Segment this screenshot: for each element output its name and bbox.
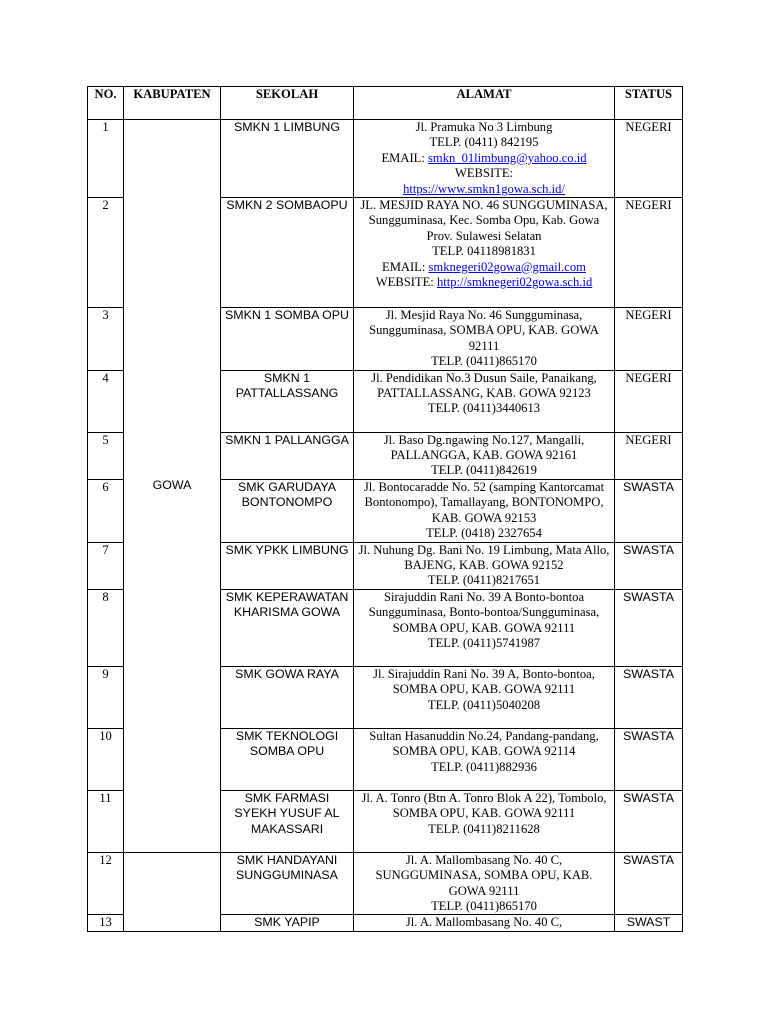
website-label: WEBSITE:	[375, 275, 437, 290]
phone-text: TELP. (0411)882936	[431, 759, 537, 774]
kabupaten-name: GOWA	[152, 478, 192, 493]
email-line	[356, 260, 612, 275]
address-text: JL. MESJID RAYA NO. 46 SUNGGUMINASA, Sungguminasa, Kec. Somba Opu, Kab. Gowa Prov. Sulawesi Selatan	[360, 198, 608, 243]
school-address	[354, 915, 615, 931]
school-name: SMKN 1 PALLANGGA	[221, 432, 354, 479]
address-text: Jl. A. Mallombasang No. 40 C, SUNGGUMINASA, SOMBA OPU, KAB. GOWA 92111	[375, 852, 593, 898]
school-status: NEGERI	[615, 432, 683, 479]
phone-text: TELP. (0411)8211628	[428, 821, 540, 836]
address-text: Jl. A. Tonro (Btn A. Tonro Blok A 22), Tombolo, SOMBA OPU, KAB. GOWA 92111	[361, 790, 607, 821]
email-label: EMAIL:	[382, 259, 429, 274]
school-address	[354, 370, 615, 432]
phone-text: TELP. (0411)865170	[431, 354, 537, 369]
table-header-row	[88, 87, 683, 120]
school-name: SMKN 1 LIMBUNG	[221, 120, 354, 198]
row-no: 13	[88, 915, 124, 931]
phone-text: TELP. (0411)8217651	[427, 573, 541, 588]
website-line	[356, 275, 612, 290]
row-no: 1	[88, 120, 124, 198]
school-address	[354, 308, 615, 371]
school-status: SWASTA	[615, 790, 683, 852]
address-text: Jl. Sirajuddin Rani No. 39 A, Bonto-bontoa, SOMBA OPU, KAB. GOWA 92111	[373, 666, 595, 697]
header-status: STATUS	[615, 87, 683, 120]
school-status: SWASTA	[615, 666, 683, 728]
email-link[interactable]: smknegeri02gowa@gmail.com	[428, 259, 586, 274]
row-no: 11	[88, 790, 124, 852]
header-kabupaten: KABUPATEN	[124, 87, 221, 120]
row-no: 8	[88, 589, 124, 666]
school-status: SWAST	[615, 915, 683, 931]
header-sekolah: SEKOLAH	[221, 87, 354, 120]
school-status: SWASTA	[615, 589, 683, 666]
school-name: SMKN 2 SOMBAOPU	[221, 198, 354, 308]
website-link[interactable]: https://www.smkn1gowa.sch.id/	[403, 181, 565, 196]
email-line	[356, 151, 612, 166]
school-status: NEGERI	[615, 370, 683, 432]
school-name: SMKN 1 SOMBA OPU	[221, 308, 354, 371]
school-address	[354, 479, 615, 542]
school-status: NEGERI	[615, 120, 683, 198]
row-no: 12	[88, 852, 124, 915]
school-status: SWASTA	[615, 479, 683, 542]
address-text: Jl. A. Mallombasang No. 40 C,	[405, 915, 563, 930]
row-no: 10	[88, 728, 124, 790]
school-address	[354, 666, 615, 728]
address-text: Jl. Bontocaradde No. 52 (samping Kantorcamat Bontonompo), Tamallayang, BONTONOMPO, KAB. GOWA 92153	[363, 479, 605, 525]
kabupaten-cell-empty	[124, 852, 221, 931]
row-no: 9	[88, 666, 124, 728]
school-name: SMK FARMASI SYEKH YUSUF AL MAKASSARI	[221, 790, 354, 852]
address-text: Sultan Hasanuddin No.24, Pandang-pandang, SOMBA OPU, KAB. GOWA 92114	[369, 728, 599, 759]
school-address	[354, 852, 615, 915]
row-no: 6	[88, 479, 124, 542]
phone-text: TELP. (0411)5040208	[427, 697, 541, 712]
school-name: SMK KEPERAWATAN KHARISMA GOWA	[221, 589, 354, 666]
school-status: SWASTA	[615, 542, 683, 589]
phone-text: TELP. (0411)865170	[431, 898, 537, 913]
phone-text: TELP. (0411)842619	[431, 463, 537, 478]
school-address	[354, 589, 615, 666]
website-label: WEBSITE:	[454, 166, 514, 181]
school-name: SMK YPKK LIMBUNG	[221, 542, 354, 589]
address-text: Jl. Pramuka No 3 Limbung	[415, 120, 553, 134]
table-row	[88, 120, 683, 198]
school-name: SMK GOWA RAYA	[221, 666, 354, 728]
school-table	[87, 86, 683, 932]
school-status: NEGERI	[615, 198, 683, 308]
row-no: 4	[88, 370, 124, 432]
website-link[interactable]: http://smknegeri02gowa.sch.id	[436, 275, 593, 290]
school-name: SMK YAPIP	[221, 915, 354, 931]
address-text: Jl. Mesjid Raya No. 46 Sungguminasa, Sungguminasa, SOMBA OPU, KAB. GOWA 92111	[369, 308, 599, 353]
school-address	[354, 728, 615, 790]
school-name: SMK HANDAYANI SUNGGUMINASA	[221, 852, 354, 915]
school-address	[354, 120, 615, 198]
header-alamat: ALAMAT	[354, 87, 615, 120]
school-name: SMK GARUDAYA BONTONOMPO	[221, 479, 354, 542]
school-status: SWASTA	[615, 728, 683, 790]
address-text: Jl. Pendidikan No.3 Dusun Saile, Panaikang, PATTALLASSANG, KAB. GOWA 92123	[371, 370, 597, 401]
kabupaten-cell	[124, 120, 221, 853]
row-no: 3	[88, 308, 124, 371]
row-no: 7	[88, 542, 124, 589]
row-no: 2	[88, 198, 124, 308]
address-text: Jl. Baso Dg.ngawing No.127, Mangalli, PALLANGGA, KAB. GOWA 92161	[383, 432, 585, 463]
school-status: NEGERI	[615, 308, 683, 371]
phone-text: TELP. 04118981831	[432, 244, 536, 259]
school-address	[354, 542, 615, 589]
email-label: EMAIL:	[381, 150, 428, 165]
school-name: SMKN 1 PATTALLASSANG	[221, 370, 354, 432]
row-no: 5	[88, 432, 124, 479]
school-status: SWASTA	[615, 852, 683, 915]
header-no: NO.	[88, 87, 124, 120]
phone-text: TELP. (0418) 2327654	[426, 526, 542, 541]
email-link[interactable]: smkn_01limbung@yahoo.co.id	[428, 150, 587, 165]
phone-text: TELP. (0411) 842195	[429, 135, 539, 150]
phone-text: TELP. (0411)5741987	[427, 635, 541, 650]
address-text: Sirajuddin Rani No. 39 A Bonto-bontoa Sungguminasa, Bonto-bontoa/Sungguminasa, SOMBA OPU, KAB. GOWA 92111	[368, 589, 600, 635]
school-name: SMK TEKNOLOGI SOMBA OPU	[221, 728, 354, 790]
address-text: Jl. Nuhung Dg. Bani No. 19 Limbung, Mata Allo, BAJENG, KAB. GOWA 92152	[358, 542, 610, 572]
table-row	[88, 852, 683, 915]
phone-text: TELP. (0411)3440613	[427, 401, 541, 416]
school-address	[354, 198, 615, 308]
school-address	[354, 790, 615, 852]
school-address	[354, 432, 615, 479]
